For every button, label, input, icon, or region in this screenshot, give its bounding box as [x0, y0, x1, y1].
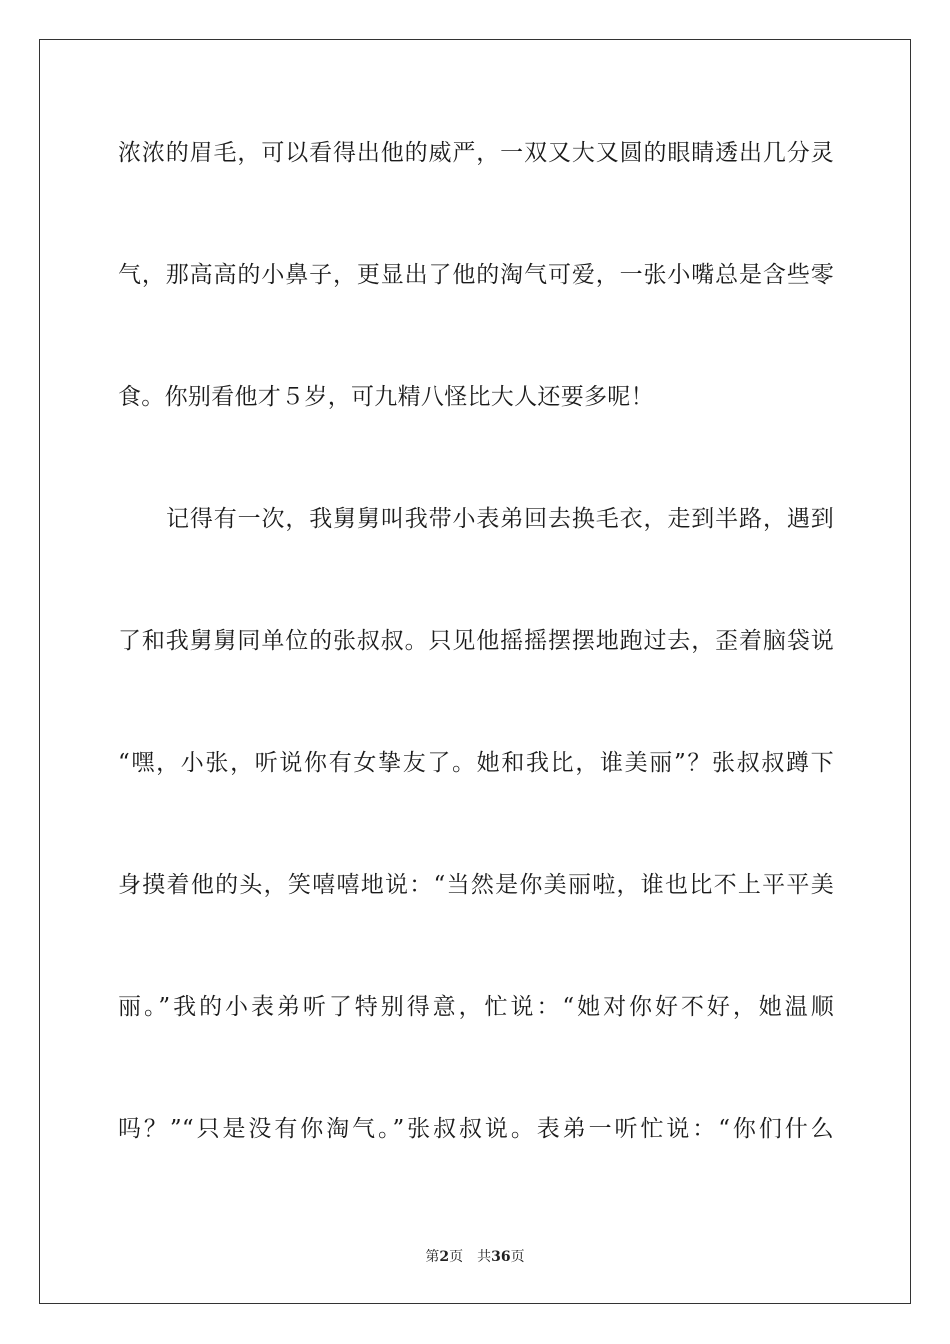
text-line-1: 浓浓的眉毛，可以看得出他的威严，一双又大又圆的眼睛透出几分灵 — [118, 140, 834, 166]
text-line-4: 记得有一次，我舅舅叫我带小表弟回去换毛衣，走到半路，遇到 — [166, 506, 834, 532]
page-prefix: 第 — [425, 1249, 440, 1265]
total-prefix: 共 — [477, 1249, 492, 1265]
text-line-5: 了和我舅舅同单位的张叔叔。只见他摇摇摆摆地跑过去，歪着脑袋说 — [118, 628, 834, 654]
total-pages: 36 — [491, 1249, 511, 1265]
total-suffix: 页 — [510, 1249, 525, 1265]
text-line-7: 身摸着他的头，笑嘻嘻地说：“当然是你美丽啦，谁也比不上平平美 — [118, 872, 834, 898]
page-footer — [0, 1248, 950, 1266]
page-suffix: 页 — [449, 1249, 464, 1265]
text-line-3: 食。你别看他才５岁，可九精八怪比大人还要多呢！ — [118, 384, 654, 410]
text-line-9: 吗？”“只是没有你淘气。”张叔叔说。表弟一听忙说：“你们什么 — [118, 1116, 834, 1142]
text-line-8: 丽。”我的小表弟听了特别得意，忙说：“她对你好不好，她温顺 — [118, 994, 834, 1020]
text-line-6: “嘿，小张，听说你有女挚友了。她和我比，谁美丽”？张叔叔蹲下 — [118, 750, 834, 776]
text-line-2: 气，那高高的小鼻子，更显出了他的淘气可爱，一张小嘴总是含些零 — [118, 262, 834, 288]
page-number: 2 — [439, 1249, 450, 1265]
